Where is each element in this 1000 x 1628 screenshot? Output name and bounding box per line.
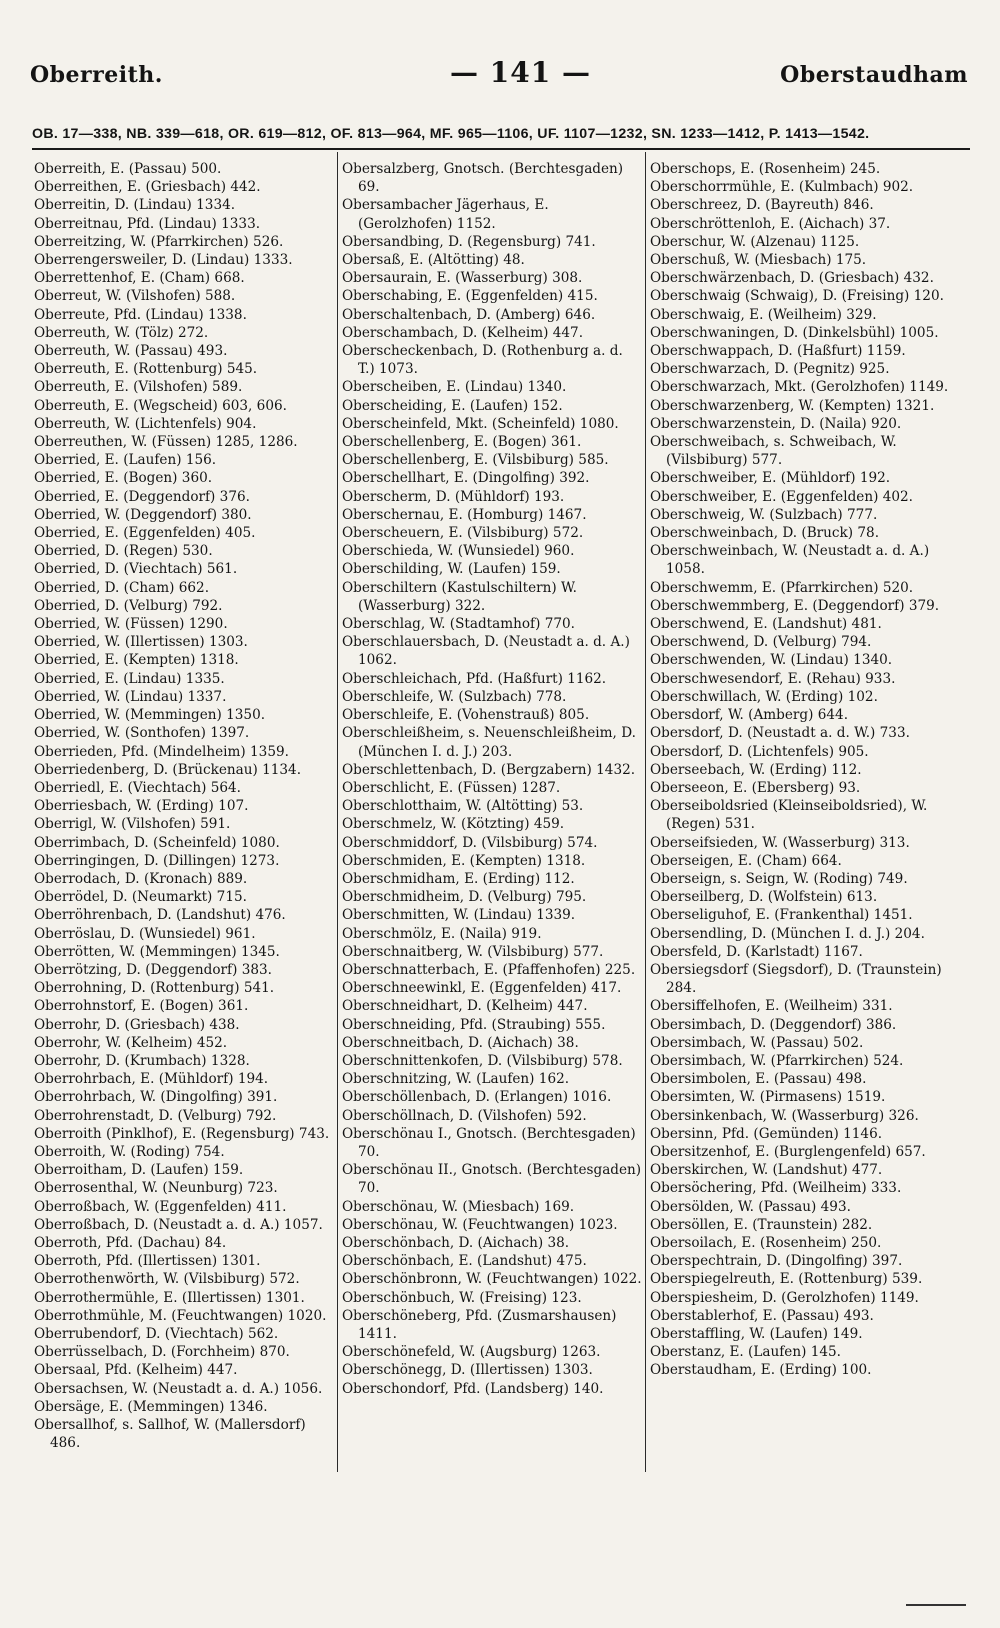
gazetteer-entry: Oberschönau II., Gnotsch. (Berchtesgaden) 70. [342,1162,642,1197]
gazetteer-entry: Obersaß, E. (Altötting) 48. [342,252,525,269]
gazetteer-entry: Oberseigen, E. (Cham) 664. [650,852,842,869]
gazetteer-entry: Oberringingen, D. (Dillingen) 1273. [34,852,280,869]
gazetteer-entry: Oberried, W. (Lindau) 1337. [34,688,227,705]
gazetteer-entry: Oberscheiding, E. (Laufen) 152. [342,397,563,414]
gazetteer-entry: Oberschweiber, E. (Eggenfelden) 402. [650,488,913,505]
gazetteer-entry: Oberschellenberg, E. (Bogen) 361. [342,434,582,451]
gazetteer-entry: Oberschönbronn, W. (Feuchtwangen) 1022. [342,1271,642,1288]
gazetteer-entry: Oberschur, W. (Alzenau) 1125. [650,233,860,250]
gazetteer-entry: Oberschneidhart, D. (Kelheim) 447. [342,998,588,1015]
gazetteer-entry: Oberrohnstorf, E. (Bogen) 361. [34,998,249,1015]
gazetteer-entry: Oberseilberg, D. (Wolfstein) 613. [650,889,878,906]
gazetteer-entry: Oberschleife, W. (Sulzbach) 778. [342,688,567,705]
gazetteer-entry: Oberschmitten, W. (Lindau) 1339. [342,907,576,924]
gazetteer-entry: Oberschellhart, E. (Dingolfing) 392. [342,470,590,487]
gazetteer-entry: Oberroßbach, W. (Eggenfelden) 411. [34,1198,287,1215]
gazetteer-entry: Oberrengersweiler, D. (Lindau) 1333. [34,252,293,269]
gazetteer-entry: Obersaal, Pfd. (Kelheim) 447. [34,1362,238,1379]
entry-column-3 [650,160,950,1380]
gazetteer-entry: Oberschaltenbach, D. (Amberg) 646. [342,306,596,323]
gazetteer-entry: Oberröslau, D. (Wunsiedel) 961. [34,925,256,942]
gazetteer-entry: Oberschröttenloh, E. (Aichach) 37. [650,215,891,232]
gazetteer-entry: Oberschwarzach, D. (Pegnitz) 925. [650,361,890,378]
gazetteer-entry: Obersiegsdorf (Siegsdorf), D. (Traunstein) 284. [650,961,942,997]
gazetteer-entry: Oberscherm, D. (Mühldorf) 193. [342,488,565,505]
gazetteer-entry: Oberschleichach, Pfd. (Haßfurt) 1162. [342,670,607,687]
gazetteer-entry: Oberried, E. (Laufen) 156. [34,452,217,469]
gazetteer-entry: Oberroith (Pinklhof), E. (Regensburg) 743. [34,1125,330,1142]
gazetteer-entry: Oberried, W. (Sonthofen) 1397. [34,725,250,742]
gazetteer-entry: Oberried, E. (Bogen) 360. [34,470,213,487]
gazetteer-entry: Oberrothermühle, E. (Illertissen) 1301. [34,1289,305,1306]
gazetteer-entry: Oberreuth, E. (Wegscheid) 603, 606. [34,397,287,414]
gazetteer-entry: Oberschieda, W. (Wunsiedel) 960. [342,543,575,560]
gazetteer-entry: Oberschambach, D. (Kelheim) 447. [342,324,584,341]
gazetteer-entry: Oberschmiden, E. (Kempten) 1318. [342,852,586,869]
gazetteer-entry: Oberreithen, E. (Griesbach) 442. [34,179,261,196]
gazetteer-entry: Oberrötten, W. (Memmingen) 1345. [34,943,280,960]
gazetteer-entry: Oberreith, E. (Passau) 500. [34,161,222,177]
gazetteer-entry: Oberrohning, D. (Rottenburg) 541. [34,980,275,997]
gazetteer-entry: Oberrohrenstadt, D. (Velburg) 792. [34,1107,277,1124]
gazetteer-entry: Obersimbach, W. (Pfarrkirchen) 524. [650,1052,904,1069]
gazetteer-entry: Oberschwärzenbach, D. (Griesbach) 432. [650,270,934,287]
gazetteer-entry: Oberschwappach, D. (Haßfurt) 1159. [650,343,906,360]
district-key-line: OB. 17—338, NB. 339—618, OR. 619—812, OF. 813—964, MF. 965—1106, UF. 1107—1232, SN. 1233—1412, P. 1413—1542. [32,126,870,142]
gazetteer-entry: Obersimten, W. (Pirmasens) 1519. [650,1089,886,1106]
gazetteer-entry: Oberriedl, E. (Viechtach) 564. [34,779,242,796]
gazetteer-entry: Oberschiltern (Kastulschiltern) W. (Wasserburg) 322. [342,579,577,614]
gazetteer-entry: Oberseiboldsried (Kleinseiboldsried), W. (Regen) 531. [650,798,928,833]
header-rule [32,148,970,150]
gazetteer-entry: Oberrigl, W. (Vilshofen) 591. [34,816,231,833]
gazetteer-entry: Oberschweibach, s. Schweibach, W. (Vilsbiburg) 577. [650,434,897,469]
gazetteer-entry: Oberschmidham, E. (Erding) 112. [342,870,575,887]
gazetteer-entry: Oberried, E. (Kempten) 1318. [34,652,239,669]
gazetteer-entry: Oberschwarzenstein, D. (Naila) 920. [650,415,902,432]
gazetteer-entry: Oberriesbach, W. (Erding) 107. [34,798,249,815]
gazetteer-entry: Oberschwaig, E. (Weilheim) 329. [650,306,877,323]
gazetteer-entry: Oberschwaig (Schwaig), D. (Freising) 120. [650,288,944,305]
gazetteer-entry: Oberrimbach, D. (Scheinfeld) 1080. [34,834,280,851]
gazetteer-entry: Oberrohr, W. (Kelheim) 452. [34,1034,228,1051]
gazetteer-entry: Oberschleife, E. (Vohenstrauß) 805. [342,707,590,724]
gazetteer-entry: Oberschönbach, E. (Landshut) 475. [342,1253,587,1270]
gazetteer-entry: Obersölden, W. (Passau) 493. [650,1198,851,1215]
gazetteer-entry: Obersdorf, D. (Lichtenfels) 905. [650,743,869,760]
gazetteer-entry: Obersambacher Jägerhaus, E. (Gerolzhofen) 1152. [342,197,549,232]
gazetteer-entry: Oberried, E. (Lindau) 1335. [34,670,225,687]
gazetteer-entry: Obersfeld, D. (Karlstadt) 1167. [650,943,863,960]
gazetteer-entry: Obersinkenbach, W. (Wasserburg) 326. [650,1107,919,1124]
gazetteer-entry: Oberrodach, D. (Kronach) 889. [34,870,248,887]
gazetteer-entry: Oberschwemmberg, E. (Deggendorf) 379. [650,597,940,614]
gazetteer-entry: Oberstablerhof, E. (Passau) 493. [650,1307,874,1324]
gazetteer-entry: Oberseifsieden, W. (Wasserburg) 313. [650,834,910,851]
gazetteer-entry: Oberroth, Pfd. (Illertissen) 1301. [34,1253,261,1270]
gazetteer-entry: Oberschwesendorf, E. (Rehau) 933. [650,670,896,687]
gazetteer-entry: Oberried, W. (Memmingen) 1350. [34,707,266,724]
gazetteer-entry: Oberried, D. (Viechtach) 561. [34,561,238,578]
gazetteer-entry: Oberreuthen, W. (Füssen) 1285, 1286. [34,434,298,451]
gazetteer-entry: Obersoilach, E. (Rosenheim) 250. [650,1234,882,1251]
gazetteer-entry: Oberspiesheim, D. (Gerolzhofen) 1149. [650,1289,919,1306]
gazetteer-entry: Obersöchering, Pfd. (Weilheim) 333. [650,1180,902,1197]
gazetteer-entry: Obersinn, Pfd. (Gemünden) 1146. [650,1125,883,1142]
gazetteer-entry: Oberschönbuch, W. (Freising) 123. [342,1289,582,1306]
gazetteer-entry: Oberrödel, D. (Neumarkt) 715. [34,889,247,906]
entry-column-1 [34,160,334,1452]
gazetteer-entry: Oberscheinfeld, Mkt. (Scheinfeld) 1080. [342,415,619,432]
gazetteer-entry: Obersalzberg, Gnotsch. (Berchtesgaden) 69. [342,161,624,196]
gazetteer-entry: Oberschönegg, D. (Illertissen) 1303. [342,1362,593,1379]
gazetteer-entry: Oberspechtrain, D. (Dingolfing) 397. [650,1253,903,1270]
gazetteer-entry: Obersiffelhofen, E. (Weilheim) 331. [650,998,893,1015]
gazetteer-entry: Oberschmiddorf, D. (Vilsbiburg) 574. [342,834,598,851]
gazetteer-entry: Oberreuth, W. (Lichtenfels) 904. [34,415,257,432]
gazetteer-entry: Obersdorf, W. (Amberg) 644. [650,707,849,724]
gazetteer-entry: Oberrüsselbach, D. (Forchheim) 870. [34,1344,290,1361]
gazetteer-entry: Obersäge, E. (Memmingen) 1346. [34,1398,268,1415]
gazetteer-entry: Oberried, D. (Cham) 662. [34,579,210,596]
gazetteer-entry: Oberschweig, W. (Sulzbach) 777. [650,506,878,523]
header-first-entry: Oberreith. [30,62,163,88]
gazetteer-entry: Oberschuß, W. (Miesbach) 175. [650,252,867,269]
gazetteer-entry: Oberrettenhof, E. (Cham) 668. [34,270,245,287]
gazetteer-entry: Oberschlauersbach, D. (Neustadt a. d. A.) 1062. [342,634,630,669]
gazetteer-entry: Oberschöllenbach, D. (Erlangen) 1016. [342,1089,612,1106]
gazetteer-entry: Oberschilding, W. (Laufen) 159. [342,561,561,578]
gazetteer-entry: Oberschnitzing, W. (Laufen) 162. [342,1071,570,1088]
gazetteer-entry: Oberschlotthaim, W. (Altötting) 53. [342,798,584,815]
gazetteer-entry: Oberrothenwörth, W. (Vilsbiburg) 572. [34,1271,300,1288]
gazetteer-entry: Oberreitin, D. (Lindau) 1334. [34,197,236,214]
gazetteer-entry: Oberschlettenbach, D. (Bergzabern) 1432. [342,761,636,778]
gazetteer-entry: Obersachsen, W. (Neustadt a. d. A.) 1056. [34,1380,323,1397]
gazetteer-entry: Obersöllen, E. (Traunstein) 282. [650,1216,873,1233]
gazetteer-entry: Oberschnittenkofen, D. (Vilsbiburg) 578. [342,1052,623,1069]
gazetteer-entry: Oberscheiben, E. (Lindau) 1340. [342,379,567,396]
gazetteer-entry: Oberrohr, D. (Krumbach) 1328. [34,1052,250,1069]
gazetteer-entry: Oberschmölz, E. (Naila) 919. [342,925,542,942]
gazetteer-entry: Oberried, E. (Deggendorf) 376. [34,488,250,505]
gazetteer-entry: Oberreuth, E. (Rottenburg) 545. [34,361,258,378]
gazetteer-entry: Obersallhof, s. Sallhof, W. (Mallersdorf) 486. [34,1417,306,1452]
gazetteer-entry: Obersimbach, D. (Deggendorf) 386. [650,1016,897,1033]
gazetteer-entry: Oberschwarzenberg, W. (Kempten) 1321. [650,397,935,414]
gazetteer-entry: Oberschneewinkl, E. (Eggenfelden) 417. [342,980,622,997]
gazetteer-entry: Oberroith, W. (Roding) 754. [34,1143,225,1160]
gazetteer-entry: Obersandbing, D. (Regensburg) 741. [342,233,596,250]
gazetteer-entry: Oberreuth, W. (Passau) 493. [34,343,228,360]
gazetteer-entry: Oberstaffling, W. (Laufen) 149. [650,1326,863,1342]
gazetteer-entry: Oberseeon, E. (Ebersberg) 93. [650,779,861,796]
gazetteer-entry: Oberschellenberg, E. (Vilsbiburg) 585. [342,452,609,469]
gazetteer-entry: Oberried, E. (Eggenfelden) 405. [34,525,256,542]
gazetteer-entry: Oberschnaitberg, W. (Vilsbiburg) 577. [342,943,604,960]
gazetteer-entry: Oberschwenden, W. (Lindau) 1340. [650,652,893,669]
gazetteer-entry: Oberskirchen, W. (Landshut) 477. [650,1162,883,1179]
gazetteer-entry: Oberscheckenbach, D. (Rothenburg a. d. T.) 1073. [342,343,623,378]
gazetteer-entry: Oberschönbach, D. (Aichach) 38. [342,1234,570,1251]
footer-rule [906,1604,966,1606]
gazetteer-entry: Oberreitzing, W. (Pfarrkirchen) 526. [34,233,284,250]
column-divider [337,152,338,1472]
gazetteer-entry: Oberscheuern, E. (Vilsbiburg) 572. [342,525,584,542]
column-divider [645,152,646,1472]
gazetteer-entry: Oberreut, W. (Vilshofen) 588. [34,288,236,305]
gazetteer-entry: Oberrohrbach, E. (Mühldorf) 194. [34,1071,269,1088]
gazetteer-entry: Oberreuth, E. (Vilshofen) 589. [34,379,243,396]
gazetteer-entry: Oberreute, Pfd. (Lindau) 1338. [34,306,247,323]
gazetteer-entry: Oberschabing, E. (Eggenfelden) 415. [342,288,598,305]
gazetteer-entry: Oberschöllnach, D. (Vilshofen) 592. [342,1107,587,1124]
gazetteer-entry: Oberröhrenbach, D. (Landshut) 476. [34,907,286,924]
gazetteer-entry: Oberrötzing, D. (Deggendorf) 383. [34,961,272,978]
gazetteer-entry: Oberschweiber, E. (Mühldorf) 192. [650,470,891,487]
gazetteer-entry: Oberried, W. (Füssen) 1290. [34,616,228,633]
gazetteer-entry: Oberroth, Pfd. (Dachau) 84. [34,1234,227,1251]
gazetteer-entry: Oberschneiding, Pfd. (Straubing) 555. [342,1016,606,1033]
gazetteer-entry: Obersitzenhof, E. (Burglengenfeld) 657. [650,1143,926,1160]
gazetteer-entry: Oberschwarzach, Mkt. (Gerolzhofen) 1149. [650,379,949,396]
gazetteer-entry: Oberschwillach, W. (Erding) 102. [650,688,878,705]
gazetteer-entry: Oberrothmühle, M. (Feuchtwangen) 1020. [34,1307,327,1324]
gazetteer-entry: Oberrubendorf, D. (Viechtach) 562. [34,1326,279,1342]
gazetteer-entry: Oberried, D. (Regen) 530. [34,543,213,560]
gazetteer-entry: Obersdorf, D. (Neustadt a. d. W.) 733. [650,725,910,742]
gazetteer-entry: Oberschmidheim, D. (Velburg) 795. [342,889,587,906]
gazetteer-entry: Oberschönefeld, W. (Augsburg) 1263. [342,1344,601,1361]
gazetteer-entry: Oberschops, E. (Rosenheim) 245. [650,161,881,177]
gazetteer-entry: Oberschwend, D. (Velburg) 794. [650,634,872,651]
gazetteer-entry: Oberschöneberg, Pfd. (Zusmarshausen) 1411. [342,1307,617,1342]
gazetteer-entry: Oberschneitbach, D. (Aichach) 38. [342,1034,579,1051]
gazetteer-entry: Oberschönau, W. (Miesbach) 169. [342,1198,575,1215]
gazetteer-entry: Obersaurain, E. (Wasserburg) 308. [342,270,583,287]
gazetteer-entry: Oberroßbach, D. (Neustadt a. d. A.) 1057. [34,1216,323,1233]
gazetteer-entry: Oberschönau I., Gnotsch. (Berchtesgaden) 70. [342,1125,636,1160]
gazetteer-entry: Oberschlag, W. (Stadtamhof) 770. [342,616,575,633]
gazetteer-entry: Oberschreez, D. (Bayreuth) 846. [650,197,874,214]
page-number: — 141 — [450,56,591,89]
gazetteer-entry: Oberried, W. (Illertissen) 1303. [34,634,248,651]
gazetteer-entry: Oberseign, s. Seign, W. (Roding) 749. [650,870,908,887]
gazetteer-entry: Oberschernau, E. (Homburg) 1467. [342,506,587,523]
gazetteer-entry: Oberstanz, E. (Laufen) 145. [650,1344,841,1361]
gazetteer-entry: Oberried, W. (Deggendorf) 380. [34,506,252,523]
gazetteer-entry: Oberschwemm, E. (Pfarrkirchen) 520. [650,579,914,596]
gazetteer-entry: Oberrosenthal, W. (Neunburg) 723. [34,1180,278,1197]
gazetteer-entry: Obersimbach, W. (Passau) 502. [650,1034,864,1051]
gazetteer-entry: Oberschwaningen, D. (Dinkelsbühl) 1005. [650,324,939,341]
gazetteer-entry: Oberschmelz, W. (Kötzting) 459. [342,816,565,833]
gazetteer-entry: Oberschleißheim, s. Neuenschleißheim, D. (München I. d. J.) 203. [342,725,636,760]
header-last-entry: Oberstaudham [780,62,968,88]
gazetteer-entry: Oberschnatterbach, E. (Pfaffenhofen) 225. [342,961,636,978]
gazetteer-entry: Oberreuth, W. (Tölz) 272. [34,324,209,341]
gazetteer-entry: Oberried, D. (Velburg) 792. [34,597,223,614]
gazetteer-entry: Oberrohrbach, W. (Dingolfing) 391. [34,1089,278,1106]
gazetteer-entry: Oberschorrmühle, E. (Kulmbach) 902. [650,179,914,196]
gazetteer-entry: Oberseebach, W. (Erding) 112. [650,761,862,778]
gazetteer-entry: Oberschweinbach, W. (Neustadt a. d. A.) 1058. [650,543,930,578]
gazetteer-entry: Oberschönau, W. (Feuchtwangen) 1023. [342,1216,618,1233]
gazetteer-entry: Obersendling, D. (München I. d. J.) 204. [650,925,925,942]
gazetteer-entry: Oberriedenberg, D. (Brückenau) 1134. [34,761,302,778]
gazetteer-entry: Oberschweinbach, D. (Bruck) 78. [650,525,880,542]
gazetteer-entry: Oberstaudham, E. (Erding) 100. [650,1362,872,1379]
gazetteer-entry: Oberspiegelreuth, E. (Rottenburg) 539. [650,1271,923,1288]
gazetteer-entry: Obersimbolen, E. (Passau) 498. [650,1071,867,1088]
gazetteer-entry: Oberrieden, Pfd. (Mindelheim) 1359. [34,743,289,760]
gazetteer-entry: Oberschwend, E. (Landshut) 481. [650,616,882,633]
gazetteer-entry: Oberschlicht, E. (Füssen) 1287. [342,779,561,796]
gazetteer-entry: Oberrohr, D. (Griesbach) 438. [34,1016,240,1033]
gazetteer-entry: Oberreitnau, Pfd. (Lindau) 1333. [34,215,261,232]
entry-column-2 [342,160,642,1398]
gazetteer-entry: Oberseliguhof, E. (Frankenthal) 1451. [650,907,913,924]
gazetteer-entry: Oberschondorf, Pfd. (Landsberg) 140. [342,1380,604,1397]
page-header [30,56,968,96]
gazetteer-entry: Oberroitham, D. (Laufen) 159. [34,1162,244,1179]
